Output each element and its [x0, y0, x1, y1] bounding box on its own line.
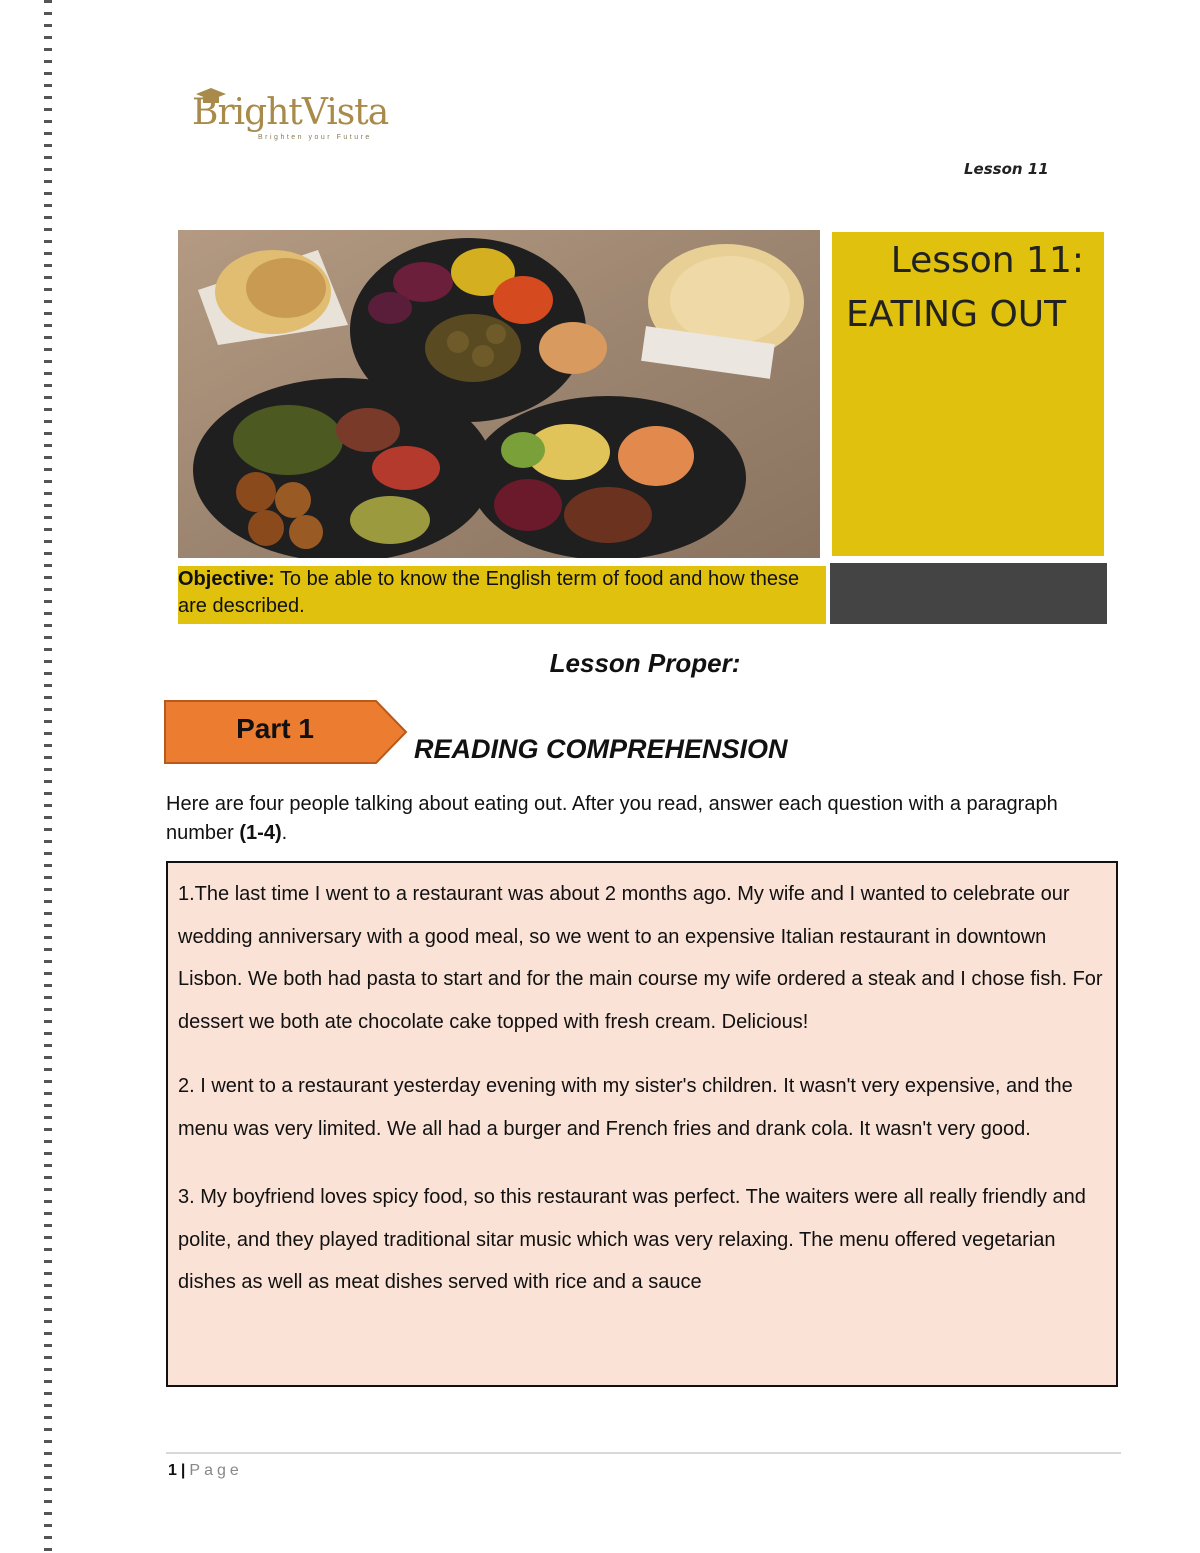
binding-holes	[44, 0, 52, 1553]
dark-accent-box	[830, 563, 1107, 624]
intro-end: .	[281, 822, 288, 844]
objective-box	[178, 566, 826, 624]
reading-passage-box	[166, 861, 1118, 1387]
food-photo	[178, 230, 820, 558]
page-word: Page	[189, 1462, 243, 1479]
intro-instructions	[166, 790, 1116, 848]
paragraph-2: 2. I went to a restaurant yesterday evening with my sister's children. It wasn't very expensive, and the menu was very limited. We all had a burger and French fries and drank cola. It wasn't very good.	[178, 1075, 1073, 1140]
page-separator: |	[180, 1462, 186, 1479]
brightvista-logo	[192, 92, 392, 152]
part-label: Part 1	[236, 713, 314, 744]
section-title: READING COMPREHENSION	[414, 734, 788, 764]
lesson-header: Lesson 11	[964, 160, 1049, 178]
footer-divider	[166, 1452, 1121, 1454]
logo-tagline: Brighten your Future	[258, 134, 372, 141]
page-footer	[168, 1462, 243, 1480]
paragraph-1: 1.The last time I went to a restaurant was about 2 months ago. My wife and I wanted to celebrate our wedding anniversary with a good meal, so we went to an expensive Italian restaurant in downtown Lisbon. We both had pasta to start and for the main course my wife ordered a steak and I chose fish. For dessert we both ate chocolate cake topped with fresh cream. Delicious!	[178, 883, 1103, 1033]
objective-text: To be able to know the English term of food and how these are described.	[178, 568, 800, 617]
objective-label: Objective:	[178, 568, 275, 590]
logo-name: BrightVista	[192, 92, 389, 133]
intro-text: Here are four people talking about eating out. After you read, answer each question with a paragraph number	[166, 793, 1058, 844]
paragraph-3: 3. My boyfriend loves spicy food, so this restaurant was perfect. The waiters were all really friendly and polite, and they played traditional sitar music which was very relaxing. The menu offered vegetarian dishes as well as meat dishes served with rice and a sauce	[178, 1186, 1086, 1293]
lesson-title-number: Lesson 11:	[890, 240, 1084, 281]
lesson-title-topic: EATING OUT	[846, 294, 1067, 335]
intro-range: (1-4)	[239, 822, 282, 844]
lesson-title-box	[832, 232, 1104, 556]
lesson-proper-heading: Lesson Proper:	[549, 648, 741, 678]
page-number: 1	[168, 1462, 177, 1479]
